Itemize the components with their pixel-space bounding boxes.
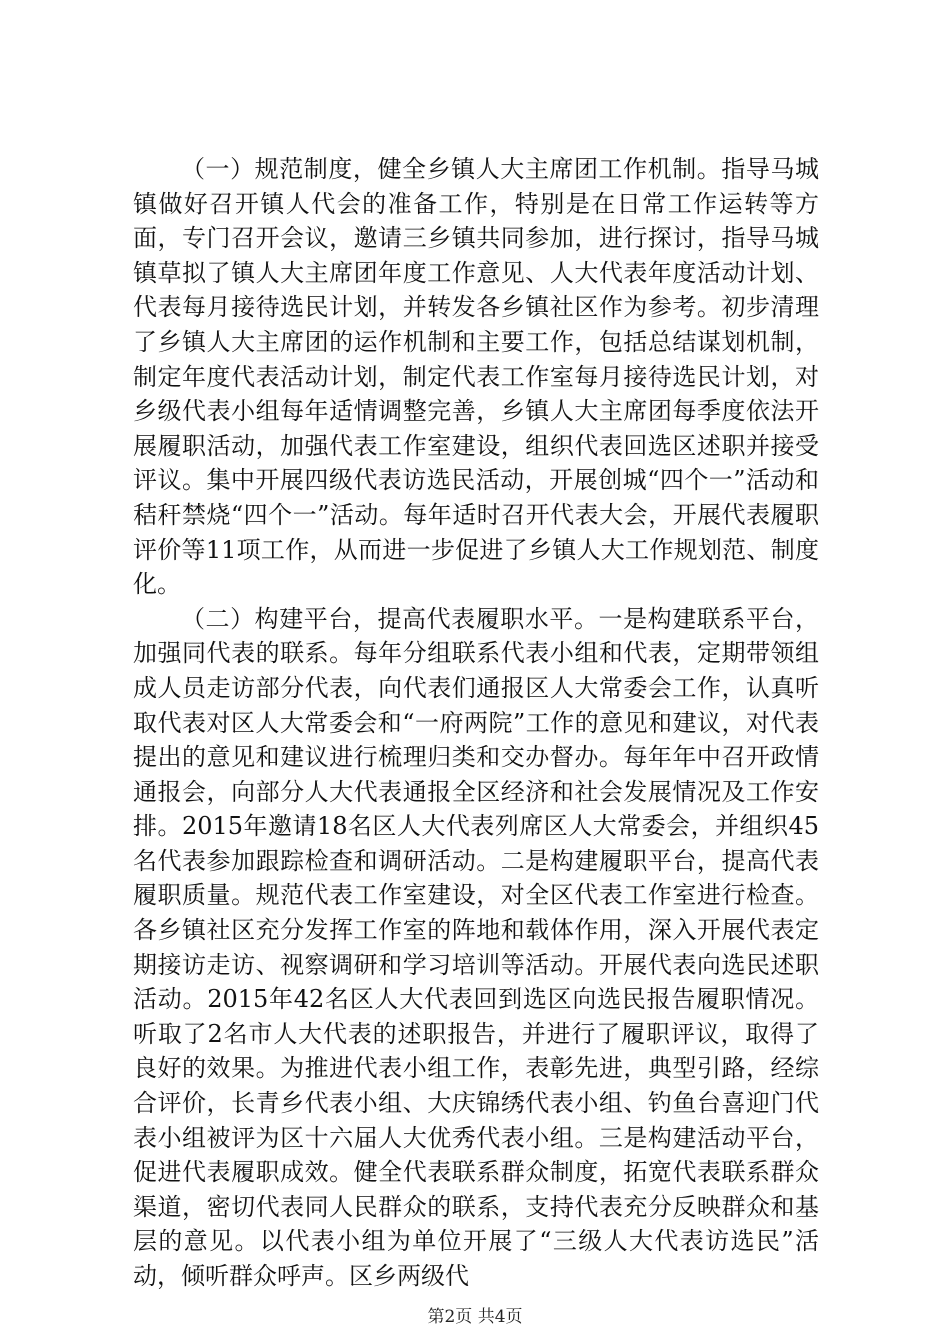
paragraph-2: （二）构建平台，提高代表履职水平。一是构建联系平台，加强同代表的联系。每年分组联系代表小组和代表，定期带领组成人员走访部分代表，向代表们通报区人大常委会工作，认真听取代表对区人大常委会和“一府两院”工作的意见和建议，对代表提出的意见和建议进行梳理归类和交办督办。每年年中召开政情通报会，向部分人大代表通报全区经济和社会发展情况及工作安排。2015年邀请18名区人大代表列席区人大常委会，并组织45名代表参加跟踪检查和调研活动。二是构建履职平台，提高代表履职质量。规范代表工作室建设，对全区代表工作室进行检查。各乡镇社区充分发挥工作室的阵地和载体作用，深入开展代表定期接访走访、视察调研和学习培训等活动。开展代表向选民述职活动。2015年42名区人大代表回到选区向选民报告履职情况。听取了2名市人大代表的述职报告，并进行了履职评议，取得了良好的效果。为推进代表小组工作，表彰先进，典型引路，经综合评价，长青乡代表小组、大庆锦绣代表小组、钓鱼台喜迎门代表小组被评为区十六届人大优秀代表小组。三是构建活动平台，促进代表履职成效。健全代表联系群众制度，拓宽代表联系群众渠道，密切代表同人民群众的联系，支持代表充分反映群众和基层的意见。以代表小组为单位开展了“三级人大代表访选民”活动，倾听群众呼声。区乡两级代 bbox=[133, 604, 819, 1290]
document-body bbox=[133, 152, 819, 1294]
paragraph-1: （一）规范制度，健全乡镇人大主席团工作机制。指导马城镇做好召开镇人代会的准备工作，特别是在日常工作运转等方面，专门召开会议，邀请三乡镇共同参加，进行探讨，指导马城镇草拟了镇人大主席团年度工作意见、人大代表年度活动计划、代表每月接待选民计划，并转发各乡镇社区作为参考。初步清理了乡镇人大主席团的运作机制和主要工作，包括总结谋划机制，制定年度代表活动计划，制定代表工作室每月接待选民计划，对乡级代表小组每年适情调整完善，乡镇人大主席团每季度依法开展履职活动，加强代表工作室建设，组织代表回选区述职并接受评议。集中开展四级代表访选民活动，开展创城“四个一”活动和秸秆禁烧“四个一”活动。每年适时召开代表大会，开展代表履职评价等11项工作，从而进一步促进了乡镇人大工作规划范、制度化。 bbox=[133, 155, 819, 599]
page-footer: 第2页 共4页 bbox=[427, 1307, 523, 1327]
